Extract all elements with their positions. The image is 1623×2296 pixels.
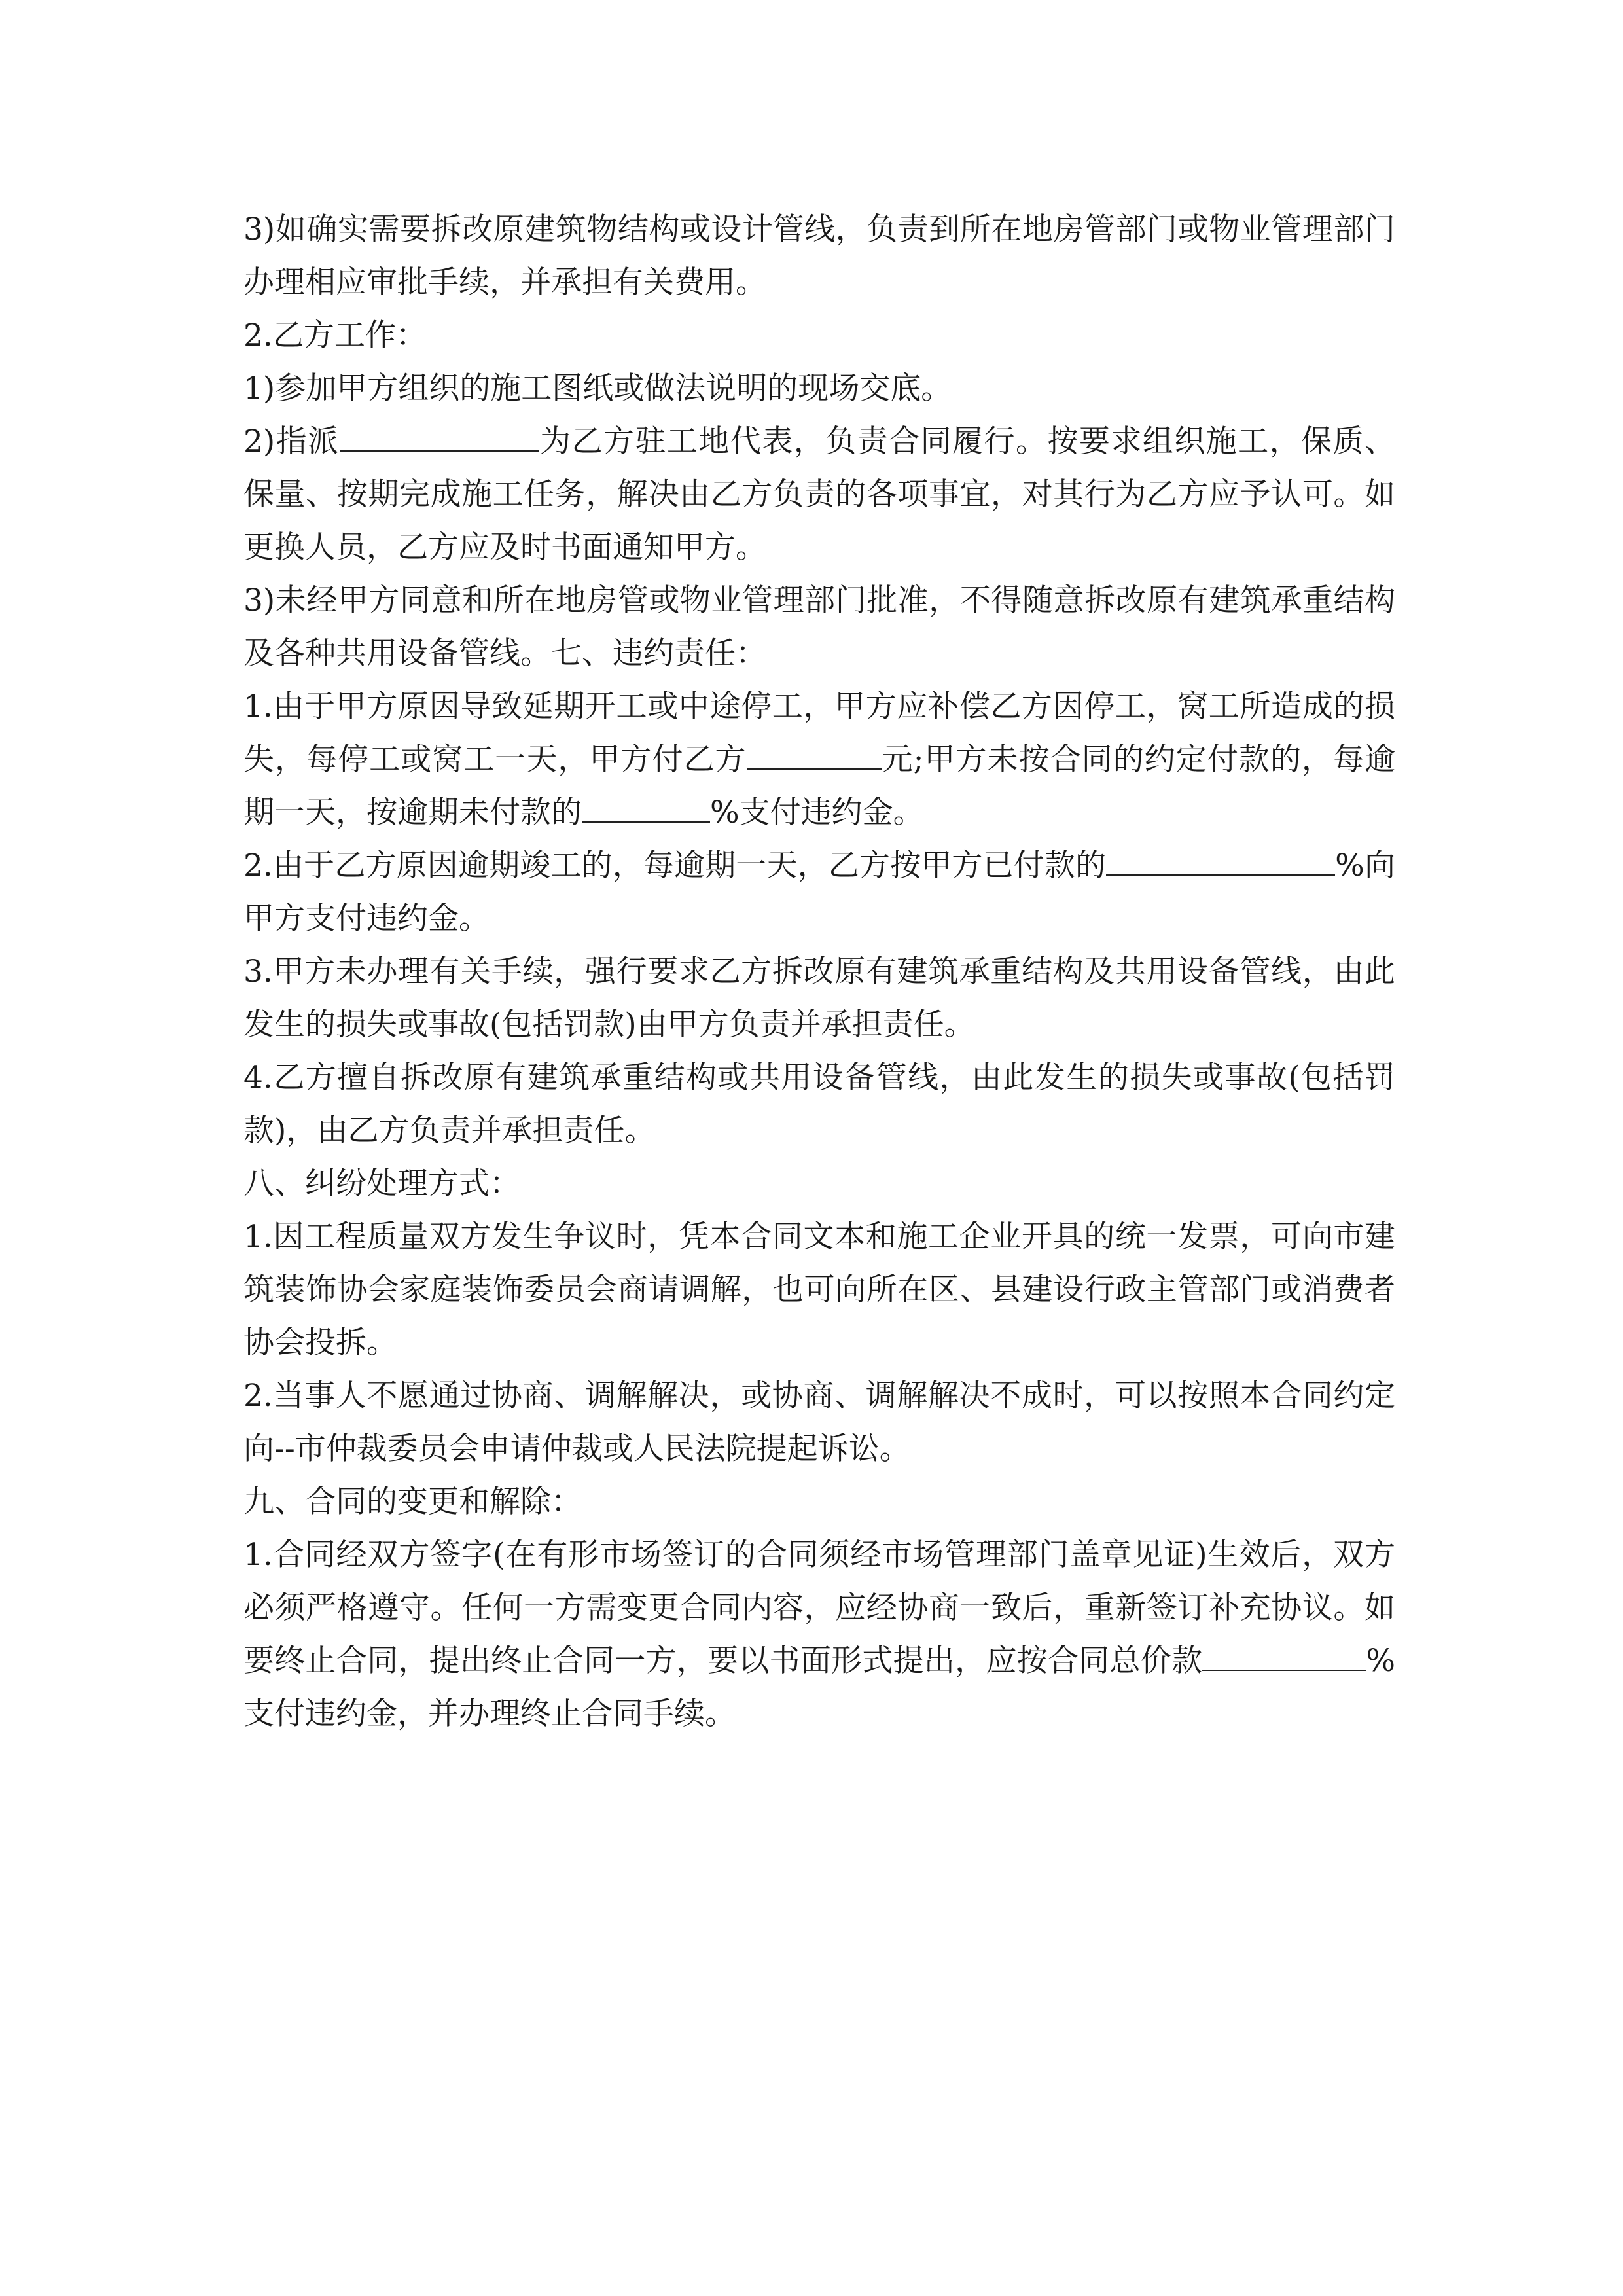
- blank-termination-percent[interactable]: [1202, 1643, 1366, 1671]
- blank-late-payment-percent[interactable]: [582, 795, 710, 823]
- paragraph-text: 元;甲方未按合同的约定付款的，每逾期一天，按逾期未付款的: [243, 742, 1395, 831]
- paragraph-text: 1.由于甲方原因导致延期开工或中途停工，甲方应补偿乙方因停工，窝工所造成的损失，每停工或窝工一天，甲方付乙方: [243, 689, 1395, 778]
- paragraph-text: %支付违约金。: [710, 795, 924, 831]
- paragraph-text: 3)如确实需要拆改原建筑物结构或设计管线，负责到所在地房管部门或物业管理部门办理相应审批手续，并承担有关费用。: [243, 211, 1395, 300]
- paragraph-text: %向甲方支付违约金。: [243, 848, 1395, 937]
- paragraph-text: 1.合同经双方签字(在有形市场签订的合同须经市场管理部门盖章见证)生效后，双方必须严格遵守。任何一方需变更合同内容，应经协商一致后，重新签订补充协议。如要终止合同，提出终止合同一方，要以书面形式提出，应按合同总价款: [243, 1537, 1395, 1679]
- paragraph-party-a-liability: [243, 945, 1395, 1051]
- paragraph-text: 为乙方驻工地代表，负责合同履行。按要求组织施工，保质、保量、按期完成施工任务，解决由乙方负责的各项事宜，对其行为乙方应予认可。如更换人员，乙方应及时书面通知甲方。: [243, 423, 1395, 565]
- paragraph-text: 3.甲方未办理有关手续，强行要求乙方拆改原有建筑承重结构及共用设备管线，由此发生的损失或事故(包括罚款)由甲方负责并承担责任。: [243, 954, 1395, 1043]
- paragraph-no-unauthorized-changes: [243, 574, 1395, 680]
- paragraph-text: %支付违约金，并办理终止合同手续。: [243, 1643, 1395, 1732]
- paragraph-text: 3)未经甲方同意和所在地房管或物业管理部门批准，不得随意拆改原有建筑承重结构及各种共用设备管线。七、违约责任：: [243, 583, 1395, 672]
- paragraph-text: 4.乙方擅自拆改原有建筑承重结构或共用设备管线，由此发生的损失或事故(包括罚款)，由乙方负责并承担责任。: [243, 1060, 1395, 1149]
- blank-late-completion-percent[interactable]: [1106, 848, 1335, 876]
- heading-dispute-resolution: [243, 1157, 1395, 1210]
- paragraph-approval-procedures: [243, 203, 1395, 309]
- paragraph-mediation: [243, 1210, 1395, 1369]
- blank-daily-compensation-amount[interactable]: [747, 742, 882, 770]
- paragraph-text: 2)指派: [243, 423, 340, 459]
- paragraph-text: 1.因工程质量双方发生争议时，凭本合同文本和施工企业开具的统一发票，可向市建筑装饰协会家庭装饰委员会商请调解，也可向所在区、县建设行政主管部门或消费者协会投拆。: [243, 1219, 1395, 1361]
- paragraph-text: 1)参加甲方组织的施工图纸或做法说明的现场交底。: [243, 370, 952, 406]
- paragraph-party-b-liability: [243, 1051, 1395, 1157]
- paragraph-arbitration: [243, 1369, 1395, 1475]
- paragraph-text: 八、纠纷处理方式：: [243, 1166, 520, 1202]
- paragraph-party-a-delay-penalty: [243, 680, 1395, 839]
- heading-party-b-work: [243, 309, 1395, 362]
- paragraph-site-briefing: [243, 362, 1395, 415]
- document-body: [243, 203, 1395, 1740]
- blank-representative-name[interactable]: [340, 424, 539, 452]
- paragraph-text: 2.当事人不愿通过协商、调解解决，或协商、调解解决不成时，可以按照本合同约定向--市仲裁委员会申请仲裁或人民法院提起诉讼。: [243, 1378, 1395, 1467]
- paragraph-text: 九、合同的变更和解除：: [243, 1484, 582, 1520]
- paragraph-text: 2.乙方工作：: [243, 317, 427, 353]
- paragraph-party-b-delay-penalty: [243, 839, 1395, 945]
- heading-contract-modification: [243, 1475, 1395, 1528]
- paragraph-site-representative: [243, 415, 1395, 574]
- paragraph-text: 2.由于乙方原因逾期竣工的，每逾期一天，乙方按甲方已付款的: [243, 848, 1107, 884]
- paragraph-termination: [243, 1528, 1395, 1740]
